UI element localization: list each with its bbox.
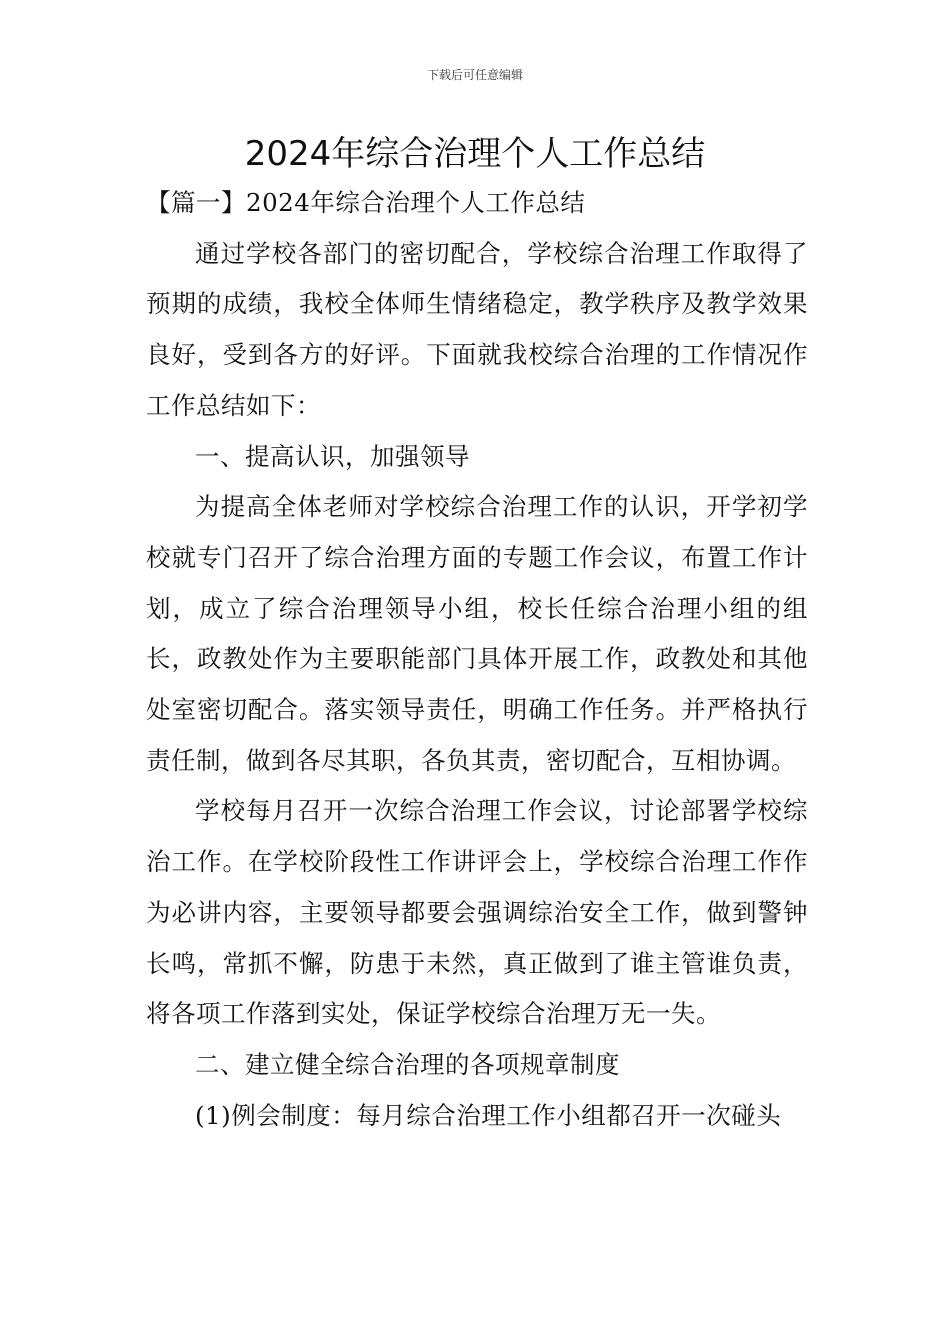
paragraph-monthly-meeting: 学校每月召开一次综合治理工作会议，讨论部署学校综治工作。在学校阶段性工作讲评会上，学校综合治理工作作为必讲内容，主要领导都要会强调综治安全工作，做到警钟长鸣，常抓不懈，防患于未然，真正做到了谁主管谁负责，将各项工作落到实处，保证学校综合治理万无一失。 [146, 796, 808, 1029]
paragraph-regular-meeting: (1)例会制度：每月综合治理工作小组都召开一次碰头 [195, 1100, 782, 1130]
subheading-1: 一、提高认识，加强领导 [195, 441, 470, 471]
section-heading: 【篇一】2024年综合治理个人工作总结 [146, 188, 586, 217]
subheading-2: 二、建立健全综合治理的各项规章制度 [195, 1049, 620, 1079]
paragraph-intro: 通过学校各部门的密切配合，学校综合治理工作取得了预期的成绩，我校全体师生情绪稳定，教学秩序及教学效果良好，受到各方的好评。下面就我校综合治理的工作情况作工作总结如下： [146, 238, 808, 420]
document-title: 2024年综合治理个人工作总结 [244, 134, 706, 174]
document-body [146, 178, 808, 1141]
header-note: 下载后可任意编辑 [426, 68, 523, 82]
paragraph-leadership: 为提高全体老师对学校综合治理工作的认识，开学初学校就专门召开了综合治理方面的专题工作会议，布置工作计划，成立了综合治理领导小组，校长任综合治理小组的组长，政教处作为主要职能部门具体开展工作，政教处和其他处室密切配合。落实领导责任，明确工作任务。并严格执行责任制，做到各尽其职，各负其责，密切配合，互相协调。 [146, 492, 808, 775]
